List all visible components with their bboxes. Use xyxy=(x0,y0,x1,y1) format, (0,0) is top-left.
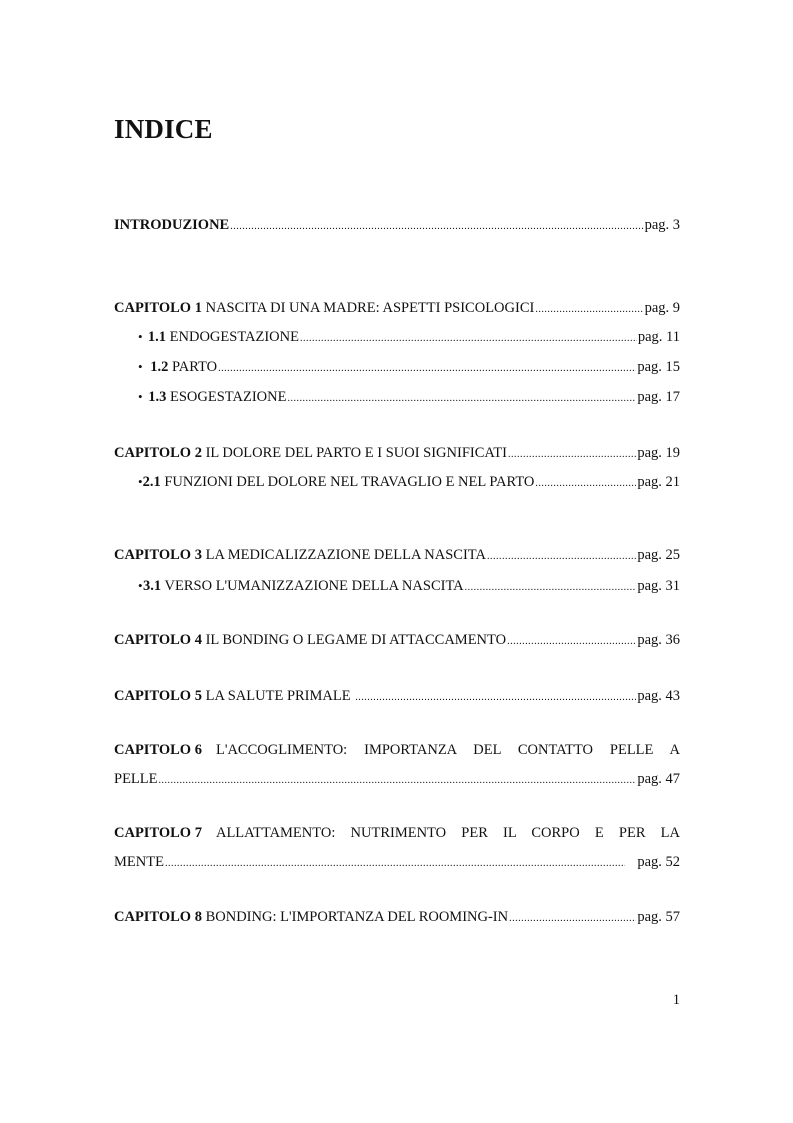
page-ref: pag. 21 xyxy=(637,474,680,490)
leader-dots xyxy=(230,217,643,237)
leader-dots xyxy=(535,474,636,494)
page-ref: pag. 19 xyxy=(637,445,680,461)
bullet-icon: • xyxy=(138,329,143,344)
page-ref: pag. 57 xyxy=(637,909,680,925)
entry-bold-label: 2.1 xyxy=(142,474,161,490)
leader-dots xyxy=(509,909,636,929)
entry-bold-label: INTRODUZIONE xyxy=(114,217,230,233)
page-ref: pag. 17 xyxy=(637,389,680,405)
entry-bold-label: CAPITOLO 3 xyxy=(114,547,202,563)
bullet-icon: • xyxy=(138,474,143,489)
page-ref: pag. 36 xyxy=(637,632,680,648)
leader-dots xyxy=(508,445,636,465)
entry-bold-label: CAPITOLO 4 xyxy=(114,632,202,648)
page-ref: pag. 15 xyxy=(637,359,680,375)
page-ref: pag. 31 xyxy=(637,578,680,594)
entry-bold-label: CAPITOLO 5 xyxy=(114,688,202,704)
leader-dots xyxy=(355,688,636,708)
toc-entry-line-2: PELLE ..... pag. 47 xyxy=(114,769,680,791)
toc-entry-line-1: CAPITOLO 6 L'ACCOGLIMENTO: IMPORTANZA DEL CONTATTO PELLE A xyxy=(114,742,680,758)
page-ref: pag. 3 xyxy=(644,217,680,233)
toc-entry-capitolo-3[interactable]: CAPITOLO 3 LA MEDICALIZZAZIONE DELLA NASCITA ..... pag. 25 xyxy=(114,545,680,567)
entry-bold-label: CAPITOLO 7 xyxy=(114,825,202,841)
entry-bold-label: CAPITOLO 8 xyxy=(114,909,202,925)
toc-entry-capitolo-4[interactable]: CAPITOLO 4 IL BONDING O LEGAME DI ATTACCAMENTO ..... pag. 36 xyxy=(114,630,680,652)
page-ref: pag. 11 xyxy=(637,329,680,345)
toc-entry-1-2[interactable]: • 1.2 PARTO ..... pag. 15 xyxy=(138,357,680,379)
leader-dots xyxy=(507,632,636,652)
leader-dots xyxy=(465,578,637,598)
page-ref: pag. 9 xyxy=(644,300,680,316)
entry-bold-label: CAPITOLO 6 xyxy=(114,742,202,758)
entry-bold-label: CAPITOLO 2 xyxy=(114,445,202,461)
entry-bold-label: 3.1 xyxy=(143,578,162,594)
page-ref: pag. 43 xyxy=(637,688,680,704)
toc-entry-3-1[interactable]: • 3.1 VERSO L'UMANIZZAZIONE DELLA NASCITA ..... pag. 31 xyxy=(138,576,680,598)
leader-dots xyxy=(535,300,643,320)
entry-bold-label: CAPITOLO 1 xyxy=(114,300,202,316)
toc-entry-introduzione[interactable] xyxy=(114,215,680,237)
page-number: 1 xyxy=(672,992,680,1008)
page-ref: pag. 25 xyxy=(637,547,680,563)
bullet-icon: • xyxy=(138,389,143,404)
toc-entry-capitolo-1[interactable]: CAPITOLO 1 NASCITA DI UNA MADRE: ASPETTI PSICOLOGICI ..... pag. 9 xyxy=(114,298,680,320)
toc-entry-line-2: MENTE ..... pag. 52 xyxy=(114,852,680,874)
bullet-icon: • xyxy=(138,578,143,593)
page-ref: pag. 47 xyxy=(637,771,680,787)
entry-bold-label: 1.1 xyxy=(147,329,167,345)
entry-bold-label: 1.3 xyxy=(148,389,167,405)
toc-entry-line-1: CAPITOLO 7 ALLATTAMENTO: NUTRIMENTO PER IL CORPO E PER LA xyxy=(114,825,680,841)
leader-dots xyxy=(159,771,637,791)
leader-dots xyxy=(218,359,636,379)
toc-entry-2-1[interactable]: • 2.1 FUNZIONI DEL DOLORE NEL TRAVAGLIO E NEL PARTO ..... pag. 21 xyxy=(138,472,680,494)
entry-bold-label: 1.2 xyxy=(150,359,169,375)
toc-entry-capitolo-5[interactable]: CAPITOLO 5 LA SALUTE PRIMALE ..... pag. 43 xyxy=(114,686,680,708)
leader-dots xyxy=(300,329,637,349)
toc-entry-1-1[interactable]: • 1.1 ENDOGESTAZIONE ..... pag. 11 xyxy=(138,327,680,349)
page-title: INDICE xyxy=(114,114,213,144)
toc-entry-capitolo-8[interactable]: CAPITOLO 8 BONDING: L'IMPORTANZA DEL ROOMING-IN ..... pag. 57 xyxy=(114,907,680,929)
bullet-icon: • xyxy=(138,359,143,374)
leader-dots xyxy=(165,854,625,874)
toc-entry-1-3[interactable]: • 1.3 ESOGESTAZIONE ..... pag. 17 xyxy=(138,387,680,409)
leader-dots xyxy=(287,389,636,409)
toc-entry-capitolo-2[interactable]: CAPITOLO 2 IL DOLORE DEL PARTO E I SUOI SIGNIFICATI ..... pag. 19 xyxy=(114,443,680,465)
page-ref: pag. 52 xyxy=(637,854,680,870)
leader-dots xyxy=(487,547,636,567)
